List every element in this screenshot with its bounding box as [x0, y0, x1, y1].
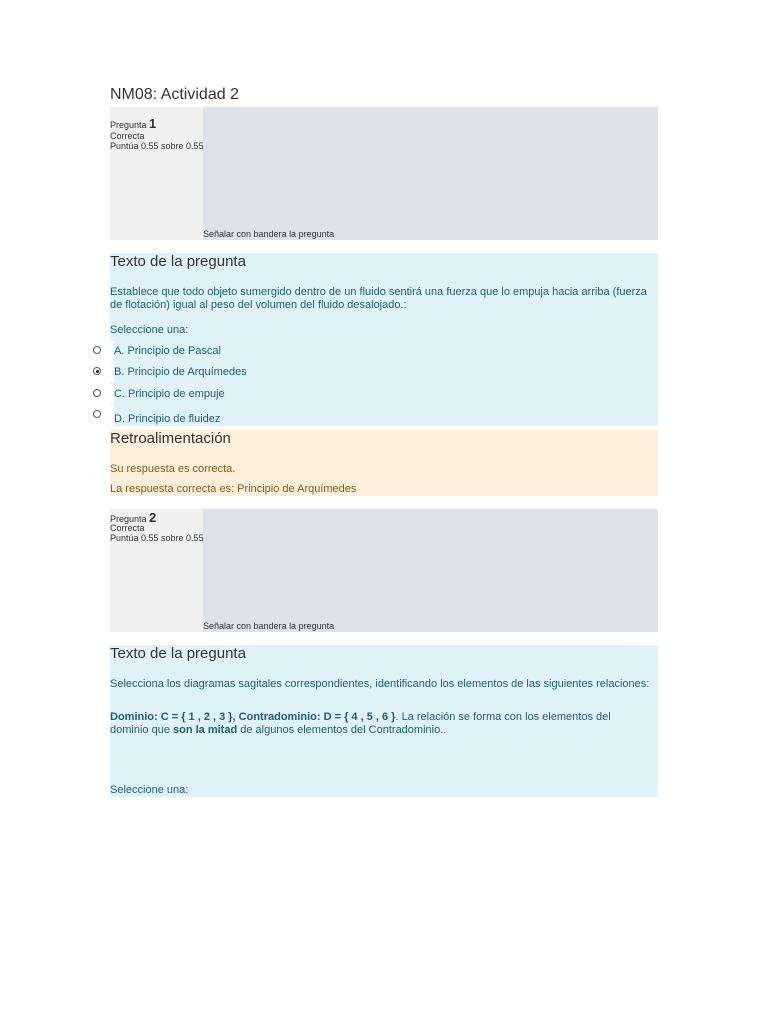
question-2-prompt: Seleccione una: — [110, 784, 189, 796]
question-1-formulation — [110, 253, 658, 426]
answer-option-b[interactable] — [90, 362, 247, 382]
question-1-prompt: Seleccione una: — [110, 324, 189, 336]
radio-c[interactable] — [93, 389, 101, 397]
flag-question-2-link[interactable]: Señalar con bandera la pregunta — [203, 621, 335, 631]
question-2-relation — [110, 711, 650, 737]
feedback-heading: Retroalimentación — [110, 430, 231, 447]
question-2-text-heading: Texto de la pregunta — [110, 645, 246, 662]
radio-d[interactable] — [93, 410, 101, 418]
question-1-feedback — [110, 430, 658, 496]
question-label-text: Pregunta — [110, 120, 147, 130]
question-1-text: Establece que todo objeto sumergido dentro de un fluido sentirá una fuerza que lo empuja hacia arriba (fuerza de flotación) igual al peso del volumen del fluido desalojado.: — [110, 286, 647, 311]
relation-keyword: son la mitad — [173, 724, 238, 736]
answer-option-d-label[interactable]: D. Principio de fluidez — [114, 413, 221, 425]
question-2-formulation — [110, 645, 658, 797]
radio-b-selected[interactable] — [93, 367, 101, 375]
feedback-correct-answer: La respuesta correcta es: Principio de Arquímedes — [110, 483, 357, 495]
relation-sets: Dominio: C = { 1 , 2 , 3 }, Contradominio: D = { 4 , 5 , 6 } — [110, 711, 396, 723]
question-1-label — [110, 116, 156, 131]
question-label-text: Pregunta — [110, 514, 147, 524]
question-number: 1 — [149, 116, 157, 131]
page-title: NM08: Actividad 2 — [110, 86, 239, 103]
answer-option-d[interactable] — [90, 405, 221, 425]
question-1-info — [110, 107, 658, 240]
answer-option-a[interactable] — [90, 341, 221, 361]
question-1-text-heading: Texto de la pregunta — [110, 253, 246, 270]
feedback-result: Su respuesta es correcta. — [110, 463, 236, 475]
question-2-grade: Puntúa 0.55 sobre 0.55 — [110, 533, 204, 543]
answer-option-c-label[interactable]: C. Principio de empuje — [114, 388, 225, 400]
relation-text-2: de algunos elementos del Contradominio.. — [237, 724, 447, 736]
flag-question-1-link[interactable]: Señalar con bandera la pregunta — [203, 229, 335, 239]
question-2-state: Correcta — [110, 523, 145, 533]
answer-option-a-label[interactable]: A. Principio de Pascal — [114, 345, 221, 357]
relation-text-1: . La relación se forma con los elementos del dominio que — [110, 711, 611, 736]
radio-a[interactable] — [93, 346, 101, 354]
question-number: 2 — [149, 510, 157, 525]
question-1-grade: Puntúa 0.55 sobre 0.55 — [110, 141, 204, 151]
question-1-state: Correcta — [110, 131, 145, 141]
question-2-info — [110, 509, 658, 632]
answer-option-b-label[interactable]: B. Principio de Arquímedes — [114, 366, 247, 378]
question-2-text: Selecciona los diagramas sagitales correspondientes, identificando los elementos de las siguientes relaciones: — [110, 678, 650, 690]
answer-option-c[interactable] — [90, 384, 225, 404]
